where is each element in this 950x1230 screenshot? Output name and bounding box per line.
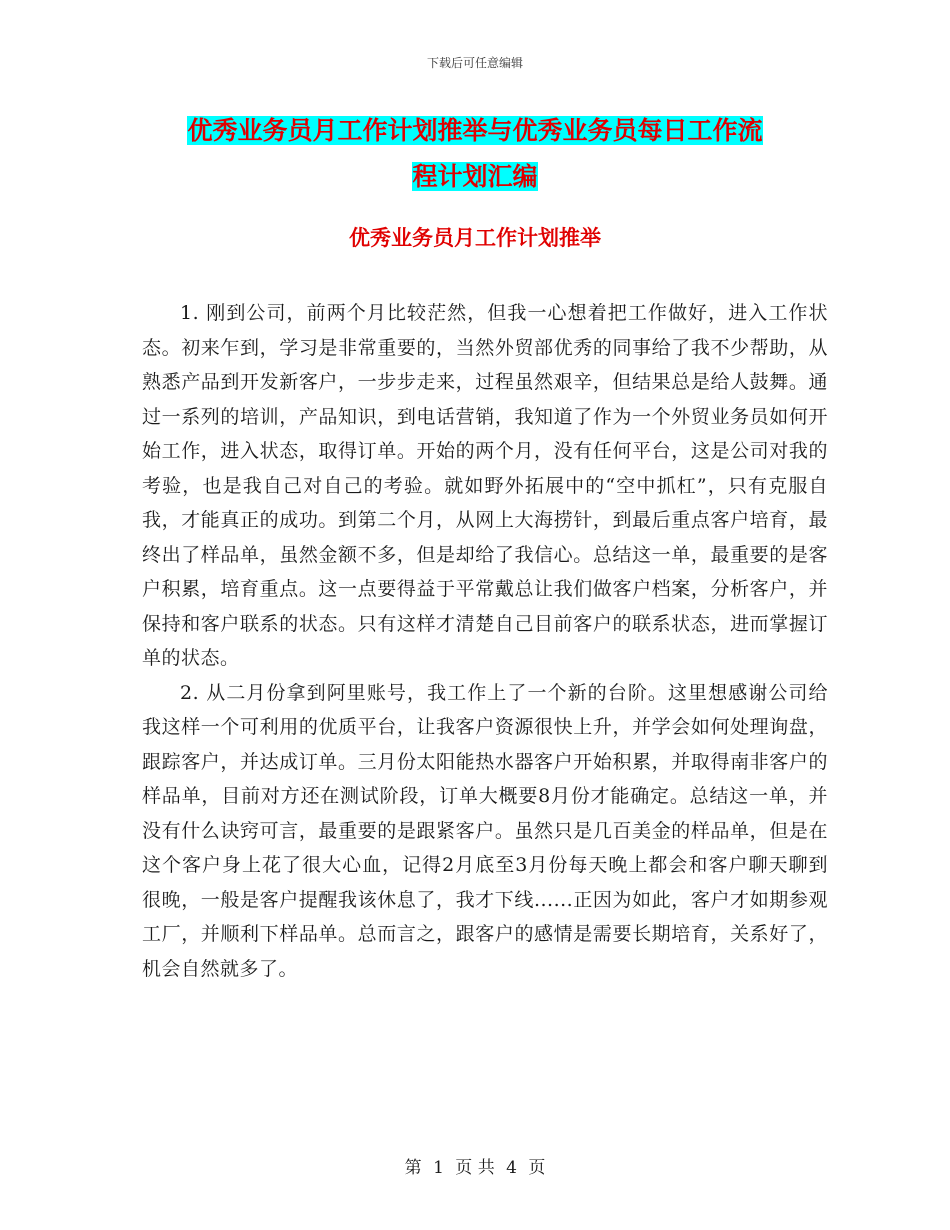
footer-page-number: 1 [433, 1158, 444, 1178]
footer-middle: 页 共 [455, 1158, 495, 1178]
footer-suffix: 页 [528, 1158, 546, 1178]
document-title-line-1: 优秀业务员月工作计划推举与优秀业务员每日工作流 [187, 116, 763, 145]
footer-total-pages: 4 [506, 1158, 517, 1178]
body-text [142, 296, 828, 986]
footer-prefix: 第 [404, 1158, 422, 1178]
paragraph-2: 2. 从二月份拿到阿里账号，我工作上了一个新的台阶。这里想感谢公司给我这样一个可利用的优质平台，让我客户资源很快上升，并学会如何处理询盘，跟踪客户，并达成订单。三月份太阳能热水器客户开始积累，并取得南非客户的样品单，目前对方还在测试阶段，订单大概要8月份才能确定。总结这一单，并没有什么诀窍可言，最重要的是跟紧客户。虽然只是几百美金的样品单，但是在这个客户身上花了很大心血，记得2月底至3月份每天晚上都会和客户聊天聊到很晚，一般是客户提醒我该休息了，我才下线......正因为如此，客户才如期参观工厂，并顺利下样品单。总而言之，跟客户的感情是需要长期培育，关系好了，机会自然就多了。 [142, 681, 828, 980]
document-title-line-2: 程计划汇编 [412, 162, 538, 191]
header-note: 下载后可任意编辑 [426, 56, 523, 70]
section-title: 优秀业务员月工作计划推举 [349, 225, 601, 250]
document-title [140, 108, 810, 200]
paragraph-1: 1. 刚到公司，前两个月比较茫然，但我一心想着把工作做好，进入工作状态。初来乍到，学习是非常重要的，当然外贸部优秀的同事给了我不少帮助，从熟悉产品到开发新客户，一步步走来，过程虽然艰辛，但结果总是给人鼓舞。通过一系列的培训，产品知识，到电话营销，我知道了作为一个外贸业务员如何开始工作，进入状态，取得订单。开始的两个月，没有任何平台，这是公司对我的考验，也是我自己对自己的考验。就如野外拓展中的“空中抓杠”，只有克服自我，才能真正的成功。到第二个月，从网上大海捞针，到最后重点客户培育，最终出了样品单，虽然金额不多，但是却给了我信心。总结这一单，最重要的是客户积累，培育重点。这一点要得益于平常戴总让我们做客户档案，分析客户，并保持和客户联系的状态。只有这样才清楚自己目前客户的联系状态，进而掌握订单的状态。 [142, 302, 828, 669]
page-footer [0, 1153, 950, 1178]
